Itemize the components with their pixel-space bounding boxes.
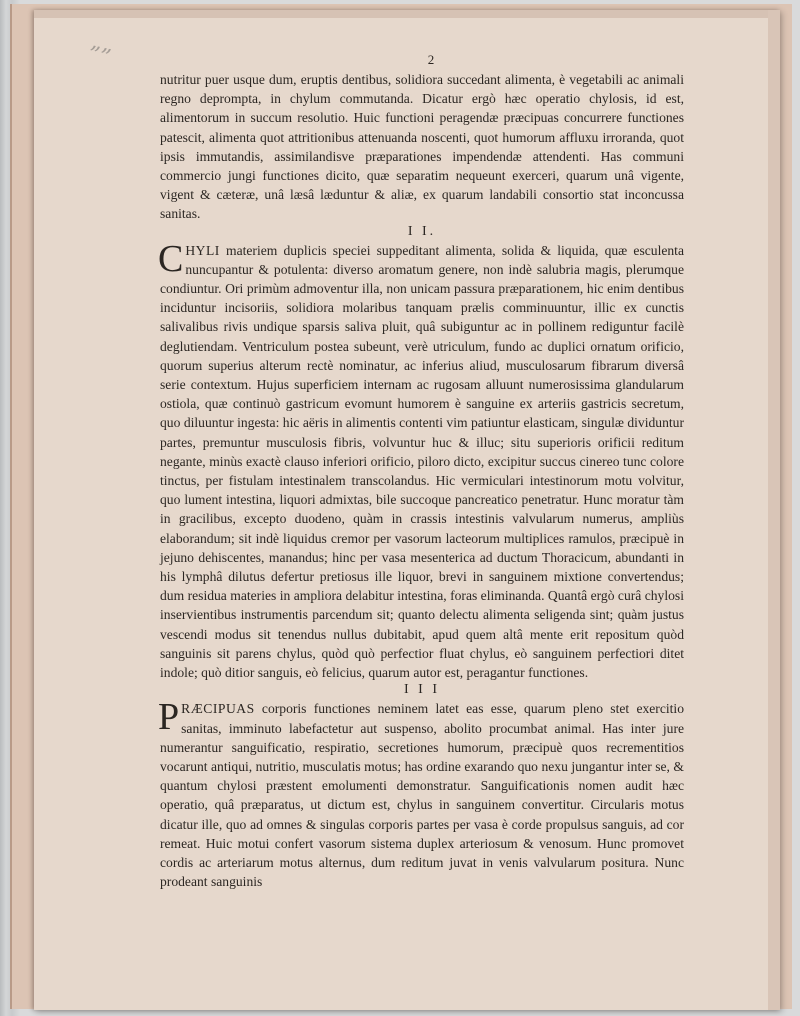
section-numeral-3: I I I: [404, 682, 440, 698]
section-3-lead: RÆCIPUAS: [181, 701, 255, 717]
dropcap-c: C: [158, 237, 184, 280]
page-text: [160, 52, 684, 891]
dropcap-p: P: [158, 696, 180, 739]
section-3-paragraph: [158, 696, 684, 891]
page-top-edge: [34, 10, 780, 18]
page-number: 2: [427, 52, 435, 67]
section-2-paragraph: [158, 237, 684, 683]
section-2-lead: HYLI: [185, 242, 220, 258]
section-2-text: materiem duplicis speciei suppeditant alimenta, solida & liquida, quæ esculenta nuncupantur & potulenta: diverso aromatum genere, non indè salubria magis, plerumque condiuntur. Ori primùm admoventur illa, non unicam passura præparationem, hic enim dentibus inciduntur incisoriis, solidiora molaribus tanquam prælis comminuuntur, illic ex cunctis salivalibus rivis undique sparsis saliva pluit, quâ subiguntur ac in pollinem rediguntur facilè deglutiendam. Ventriculum postea subeunt, verè utriculum, fundo ac duplici ornatum orificio, quorum superius alterum rectè nominatur, ac inferius aliud, musculosarum fibrarum diversâ serie contextum. Hujus superficiem internam ac rugosam alluunt numerosissima glandularum ostiola, quæ continuò gastricum evomunt humorem è sanguine ex arteriis gastricis secretum, quo diluuntur ingesta: hic aëris in alimentis contenti vim patiuntur elasticam, singulæ dividuntur partes, premuntur musculosis fibris, volvuntur huc & illuc; situ superioris orificii reditum negante, minùs exactè clauso inferiori orificio, piloro dicto, excipitur succus cinereo tunc colore tinctus, per fistulam intestinalem transcolandus. Hic vermiculari intestinorum motu volvitur, quo lument intestina, liquori admixtas, bile succoque pancreatico penetratur. Hunc moratur tàm in gracilibus, excepto duodeno, quàm in crassis intestinis valvularum numerus, ampliùs elaborandum; sit indè liquidus cremor per vasorum lacteorum multiplices ramulos, præcipuè in jejuno dehiscentes, manandus; hinc per vasa mesenterica ad ductum Thoracicum, abundanti in his lymphâ dilutus defertur pretiosus ille liquor, brevi in sanguinem mixtione convertendus; dum residua materies in ampliora delabitur intestina, foras eliminanda. Quantâ ergò curâ chylosi inservientibus instrumentis parcendum sit; quanto delectu alimenta seligenda sint; quàm justus vescendi modus sit tenendus nullus dubitabit, apud quem altâ mente erit repositum quòd sanguinis sit parens chylus, quòd quò perfectior fluat chylus, eò sanguinem perfectiori ditet indole; quò ditior sanguis, eò felicius, quarum autor est, peragantur functiones.: [160, 242, 684, 681]
intro-paragraph: nutritur puer usque dum, eruptis dentibus, solidiora succedant alimenta, è vegetabili ac animali regno deprompta, in chylum commutanda. Dicatur ergò hæc operatio chylosis, id est, alimentorum in succum resolutio. Huic functioni peragendæ præcipuas concurrere functiones patescit, alimenta quot attritionibus attenuanda noscenti, quot humorum affluxu irroranda, quot ipsis immutandis, assimilandisve præparationes impendendæ attendenti. Has communi commercio jungi functiones dicito, quæ separatim nequeunt exerceri, quarum unâ vigente, vigent & cæteræ, unâ læsâ læduntur & aliæ, ex quarum landabili consortio stat inconcussa sanitas.: [160, 72, 684, 222]
margin-pencil-mark: ””: [85, 41, 113, 72]
page-right-edge: [768, 10, 780, 1010]
section-numeral-2: I I.: [407, 223, 437, 239]
section-3-text: corporis functiones neminem latet eas esse, quarum pleno stet exercitio sanitas, imminuto labefactetur aut suspenso, abolito procumbat animal. Has inter jure numerantur sanguificatio, respiratio, secretiones humorum, præcipuè quos recrementitios vocarunt antiqui, nutritio, musculatis motus; has ordine exarando quo nexu jungantur inter se, & quantum chylosi præstent emolumenti demonstratur. Sanguificationis nomen audit hæc operatio, quâ præparatus, ut dictum est, chylus in sanguinem convertitur. Circularis motus dicatur ille, quo ad omnes & singulas corporis partes per vasa è corde propulsus sanguis, ad cor remeat. Huic motui confert vasorum sistema duplex arteriosum & venosum. Hunc promovet cordis ac arteriarum motus alternus, dum reditum juvat in venis valvularum positura. Nunc prodeant sanguinis: [160, 701, 684, 890]
